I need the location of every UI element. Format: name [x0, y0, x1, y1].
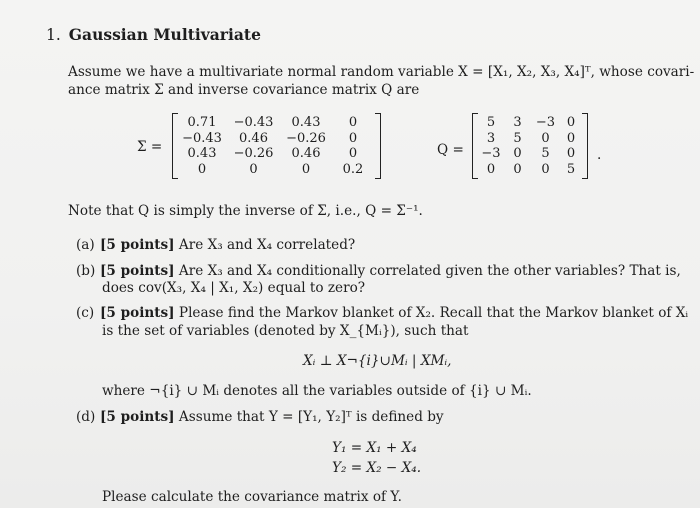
y1-equation: Y₁ = X₁ + X₄ — [332, 440, 417, 456]
sigma-cell-r1-c2: −0.43 — [233, 115, 274, 130]
intro-line-1: Assume we have a multivariate normal random variable X = [X₁, X₂, X₃, X₄]ᵀ, whose covari- — [68, 64, 695, 80]
q-cell-r4-c1: 0 — [486, 161, 496, 177]
sigma-matrix — [172, 115, 381, 177]
part-d-points: [5 points] — [100, 409, 175, 425]
sigma-cell-r4-c4: 0.2 — [342, 161, 364, 177]
q-cell-r2-c3: 0 — [541, 130, 550, 146]
q-label: Q = — [437, 142, 464, 158]
part-a-text: Are X₃ and X₄ correlated? — [174, 237, 356, 253]
part-b — [76, 262, 681, 280]
q-cell-r3-c1: −3 — [481, 146, 501, 161]
part-c-points: [5 points] — [100, 305, 175, 321]
sigma-cell-r3-c2: −0.26 — [233, 146, 274, 161]
sigma-cell-r3-c1: 0.43 — [187, 146, 217, 161]
q-cell-r2-c2: 5 — [513, 130, 522, 146]
part-c-text-1: Please find the Markov blanket of X₂. Recall that the Markov blanket of Xᵢ — [174, 305, 689, 321]
part-c-label: (c) — [76, 305, 95, 321]
problem-heading — [46, 25, 261, 44]
sigma-cell-r3-c4: 0 — [348, 146, 358, 161]
part-d — [76, 408, 444, 426]
part-d-text: Assume that Y = [Y₁, Y₂]ᵀ is defined by — [174, 409, 444, 425]
part-b-text-1: Are X₃ and X₄ conditionally correlated given the other variables? That is, — [174, 263, 681, 279]
part-a — [76, 236, 355, 254]
part-c — [76, 304, 688, 322]
part-a-points: [5 points] — [100, 237, 175, 253]
q-trailing-period: . — [597, 147, 602, 163]
q-cell-r1-c3: −3 — [535, 115, 556, 130]
q-cell-r1-c2: 3 — [513, 115, 522, 130]
q-cell-r3-c3: 5 — [541, 146, 550, 161]
y2-equation: Y₂ = X₂ − X₄. — [332, 460, 422, 476]
sigma-cell-r4-c2: 0 — [249, 161, 258, 177]
part-d-label: (d) — [76, 409, 96, 425]
sigma-cell-r4-c1: 0 — [197, 161, 207, 177]
sigma-cell-r2-c3: −0.26 — [286, 130, 326, 146]
q-cell-r4-c3: 0 — [541, 161, 550, 177]
q-cell-r2-c1: 3 — [486, 130, 496, 146]
part-b-label: (b) — [76, 263, 96, 279]
part-d-closing: Please calculate the covariance matrix of Y. — [102, 489, 402, 505]
sigma-cell-r1-c3: 0.43 — [291, 115, 321, 130]
sigma-cell-r2-c1: −0.43 — [182, 130, 222, 146]
q-cell-r1-c1: 5 — [486, 115, 496, 130]
q-matrix — [472, 115, 588, 177]
sigma-cell-r3-c3: 0.46 — [291, 146, 321, 161]
problem-number: 1. — [46, 26, 61, 44]
sigma-cell-r1-c1: 0.71 — [187, 115, 217, 130]
part-b-points: [5 points] — [100, 263, 175, 279]
q-cell-r4-c4: 5 — [566, 161, 576, 177]
q-cell-r1-c4: 0 — [566, 115, 576, 130]
sigma-label: Σ = — [137, 139, 163, 155]
part-c-text-2: is the set of variables (denoted by X_{Mᵢ}), such that — [102, 323, 469, 339]
sigma-cell-r2-c4: 0 — [348, 130, 358, 146]
q-cell-r3-c4: 0 — [566, 146, 576, 161]
problem-title: Gaussian Multivariate — [68, 25, 261, 44]
q-cell-r3-c2: 0 — [513, 146, 522, 161]
sigma-cell-r2-c2: 0.46 — [239, 130, 268, 146]
part-a-label: (a) — [76, 237, 95, 253]
note-text: Note that Q is simply the inverse of Σ, i.e., Q = Σ⁻¹. — [68, 203, 423, 219]
sigma-cell-r1-c4: 0 — [348, 115, 358, 130]
markov-blanket-equation: Xᵢ ⊥ X¬{i}∪Mᵢ | XMᵢ, — [303, 353, 452, 369]
q-cell-r4-c2: 0 — [513, 161, 522, 177]
sigma-cell-r4-c3: 0 — [301, 161, 311, 177]
part-c-where: where ¬{i} ∪ Mᵢ denotes all the variables outside of {i} ∪ Mᵢ. — [102, 383, 532, 399]
intro-line-2: ance matrix Σ and inverse covariance matrix Q are — [68, 82, 420, 98]
q-cell-r2-c4: 0 — [566, 130, 576, 146]
part-b-text-2: does cov(X₃, X₄ | X₁, X₂) equal to zero? — [102, 280, 366, 296]
